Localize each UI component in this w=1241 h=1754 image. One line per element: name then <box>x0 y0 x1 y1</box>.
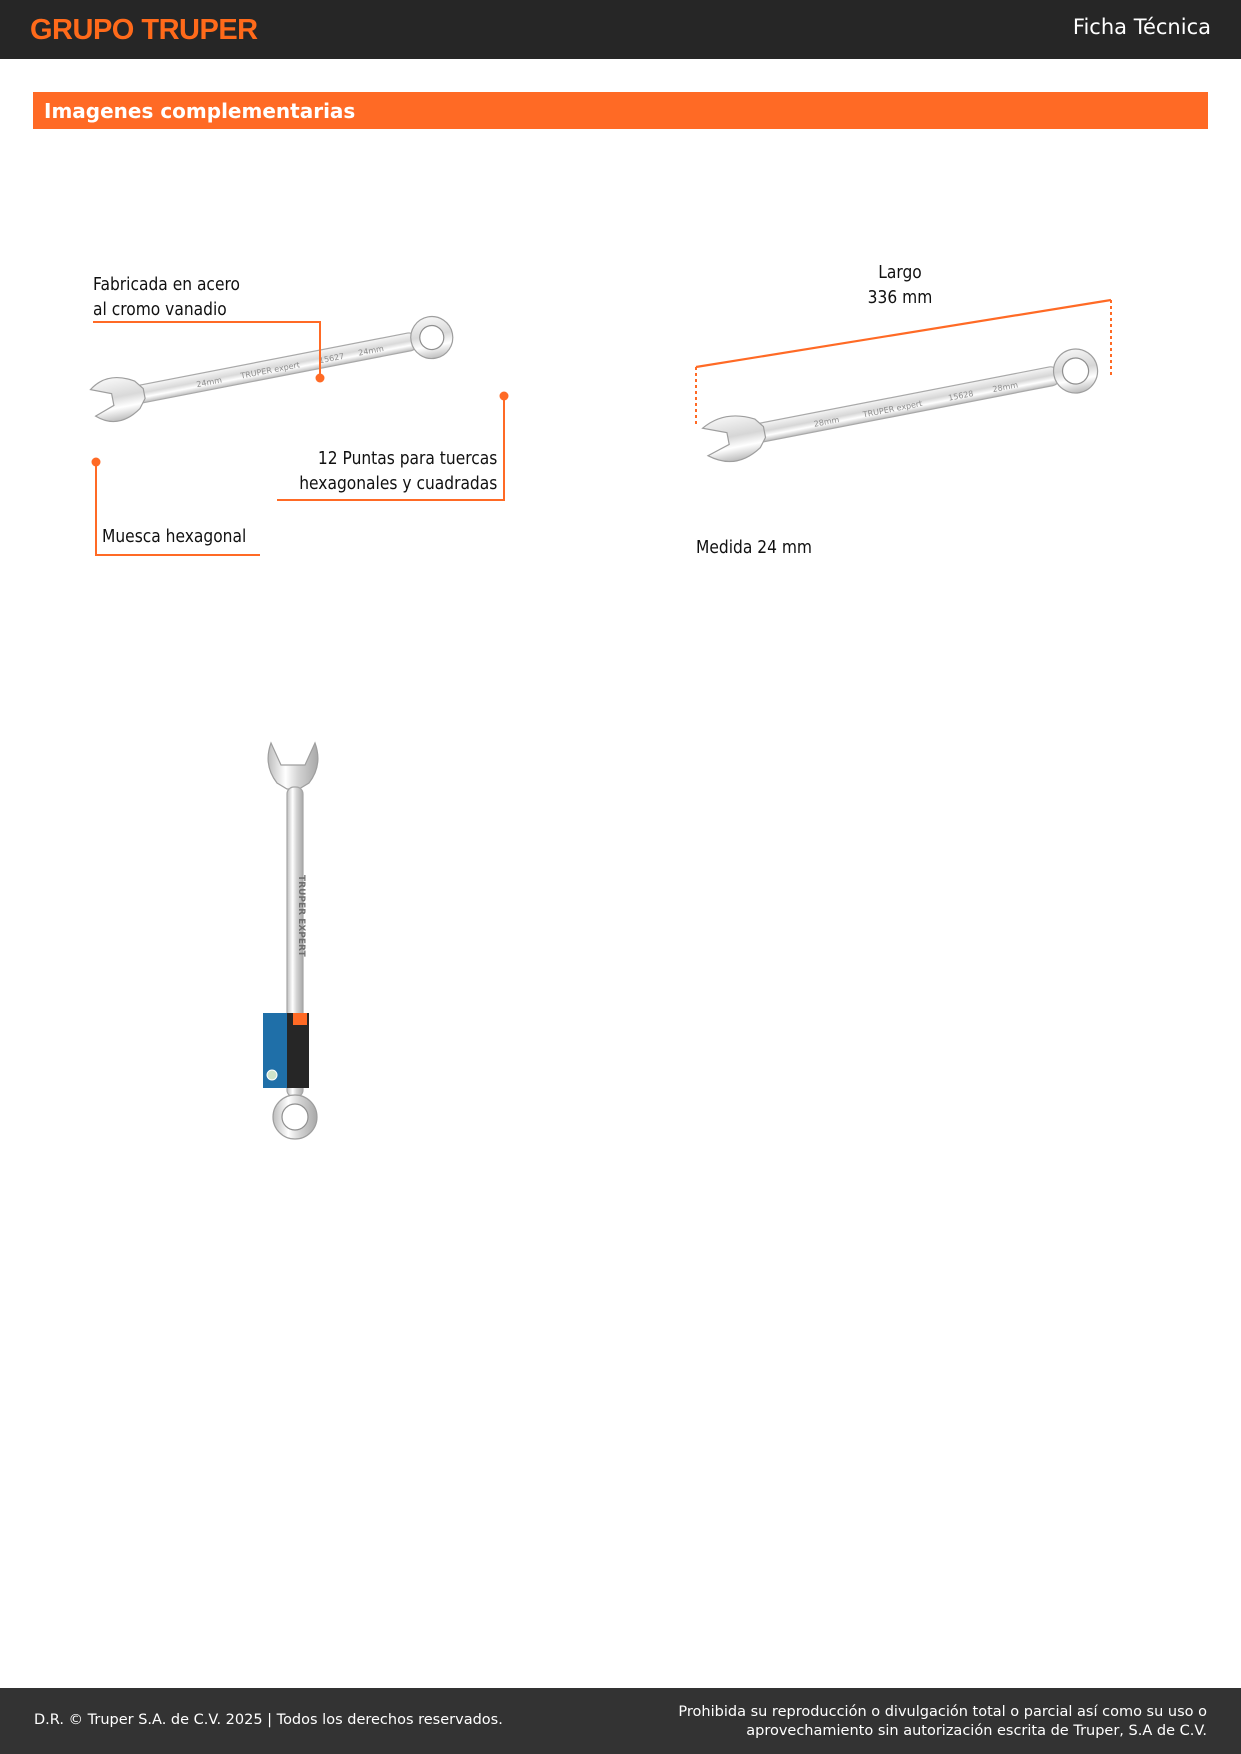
length-label: Largo 336 mm <box>867 262 933 308</box>
svg-text:TRUPER expert: TRUPER expert <box>239 360 301 381</box>
svg-text:TRUPER expert: TRUPER expert <box>862 398 924 420</box>
callout-material: Fabricada en acero al cromo vanadio <box>93 274 240 320</box>
svg-text:15627: 15627 <box>318 351 346 366</box>
packaged-wrench-figure <box>255 735 340 1155</box>
copyright-text: D.R. © Truper S.A. de C.V. 2025 | Todos los derechos reservados. <box>34 1712 503 1728</box>
svg-text:TRUPER EXPERT: TRUPER EXPERT <box>296 875 306 957</box>
callout-dot-points <box>500 392 509 401</box>
svg-text:28mm: 28mm <box>991 380 1019 395</box>
callout-dot-material <box>316 374 325 383</box>
page-header <box>0 0 1241 59</box>
page-footer <box>0 1688 1241 1754</box>
packaged-wrench-image <box>255 735 340 1155</box>
section-header-bar <box>33 92 1208 129</box>
document-type-label: Ficha Técnica <box>1072 15 1211 39</box>
svg-text:28mm: 28mm <box>813 415 841 429</box>
callout-dot-notch <box>92 458 101 467</box>
callout-hex-notch: Muesca hexagonal <box>102 526 247 547</box>
svg-text:15628: 15628 <box>947 389 975 403</box>
section-title: Imagenes complementarias <box>44 99 356 123</box>
size-label: Medida 24 mm <box>696 537 813 558</box>
svg-text:24mm: 24mm <box>357 343 385 358</box>
length-dimension-line <box>696 300 1111 367</box>
annotated-wrench-figure <box>80 260 520 560</box>
svg-text:24mm: 24mm <box>195 375 223 390</box>
callout-12-points: 12 Puntas para tuercas hexagonales y cuadradas <box>298 448 497 494</box>
grupo-truper-logo: GRUPO TRUPER <box>30 14 258 46</box>
length-dimension-figure <box>685 255 1145 565</box>
legal-notice: Prohibida su reproducción o divulgación total o parcial así como su uso o aprovechamiento sin autorización escrita de Truper, S.A de C.V. <box>678 1704 1207 1739</box>
